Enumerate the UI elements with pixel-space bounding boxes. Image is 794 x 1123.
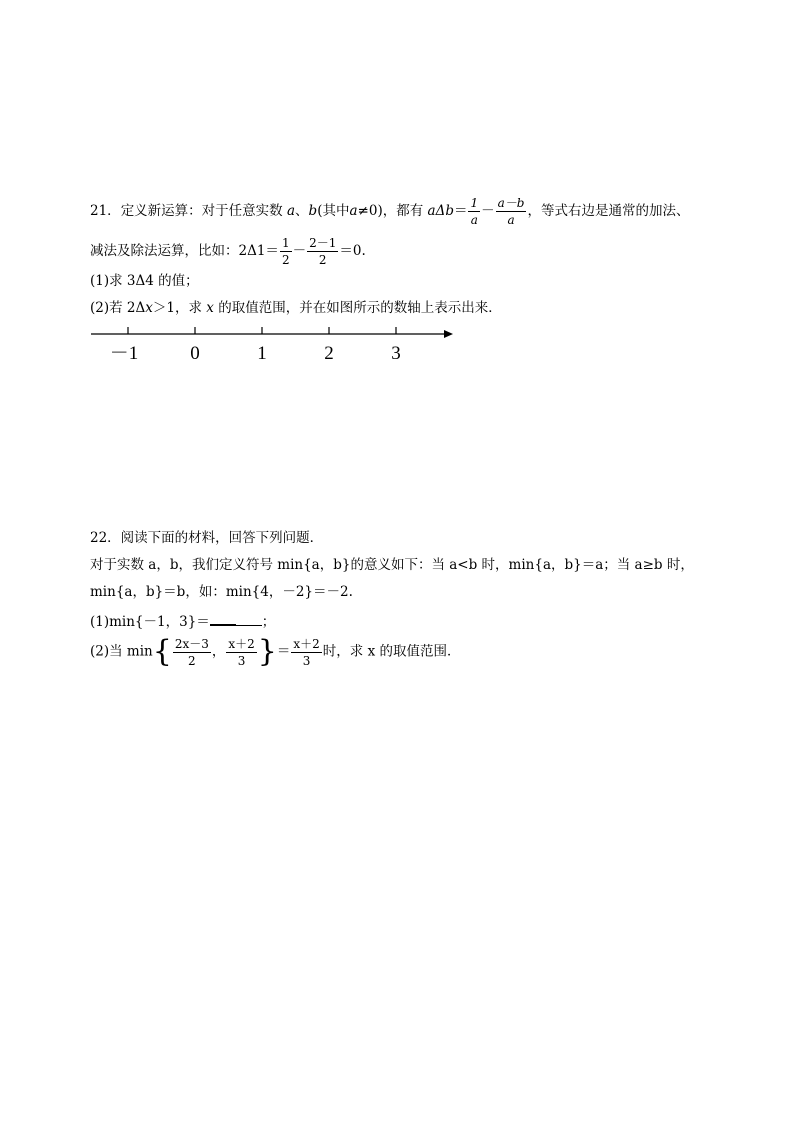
q21-frac1-num: 1 [470,196,479,210]
q21-ex-frac1-num: 1 [281,236,290,250]
q22-frac3-den: 3 [302,653,311,668]
q21-cond: ≠0)，都有 [357,203,424,219]
q21-ex-result: ＝0. [339,243,366,259]
q21-op-lhs: aΔb [427,203,454,219]
number-line-label: 0 [190,343,200,364]
q21-ex-frac2-den: 2 [318,253,327,267]
number-line-label: 2 [324,343,334,364]
q21-cond-a: a [349,203,358,219]
q22-left-brace: { [152,634,172,669]
q22-answer-blank[interactable] [210,613,262,626]
q22-line-3: min{a，b}＝b，如：min{4，－2}＝－2. [90,584,353,600]
q21-part2-x2: x [206,300,214,316]
q21-var-b: b [308,203,318,219]
q21-part2-a: (2)若 2Δ [90,300,146,316]
q21-frac2-num: a－b [497,196,525,210]
q22-comma: ， [211,643,226,660]
q22-part1-b: ； [261,614,276,630]
q21-eq: ＝ [453,203,468,219]
q21-ex-minus: － [292,243,307,259]
q21-sep: 、 [295,203,309,219]
q21-var-a: a [286,203,296,219]
q21-frac1-den: a [470,213,478,227]
q21-paren: (其中 [317,203,350,219]
q22-part-1 [90,613,275,630]
q22-part-2 [90,634,461,669]
q22-frac1-den: 2 [188,653,196,668]
q22-line-1: 22．阅读下面的材料，回答下列问题． [90,530,324,546]
q21-line2-start: 减法及除法运算，比如：2Δ1＝ [90,243,279,259]
q21-frac2-den: a [507,213,515,227]
q21-number: 21． [90,203,121,219]
q21-ex-frac2-num: 2－1 [309,236,337,250]
q22-frac3-num: x＋2 [293,636,320,651]
q22-line-2: 对于实数 a，b，我们定义符号 min{a，b}的意义如下：当 a<b 时，min{a，b}＝a；当 a≥b 时， [90,557,694,573]
q21-intro: 定义新运算：对于任意实数 [120,203,283,219]
number-line [0,0,794,380]
q22-fraction-1 [173,638,211,667]
q21-part2-b: ＞1，求 [152,300,202,316]
number-line-label: 3 [391,343,401,364]
q21-ex-frac1-den: 2 [281,253,290,267]
q22-frac2-den: 3 [237,653,246,668]
q22-eq: ＝ [276,643,291,660]
q21-part2-c: 的取值范围，并在如图所示的数轴上表示出来． [218,300,502,316]
q22-part1-a: (1)min{－1，3}＝ [90,614,210,630]
q22-right-brace: } [257,634,277,669]
q22-part2-a: (2)当 min [90,643,153,660]
q21-part-1: (1)求 3Δ4 的值； [90,273,199,289]
q21-minus: － [481,203,495,219]
q22-frac2-num: x＋2 [228,636,255,651]
number-line-arrow [444,330,453,338]
q21-tail: ，等式右边是通常的加法、 [527,203,690,219]
q22-frac1-num: 2x－3 [174,636,209,651]
q22-fraction-3 [291,638,321,667]
number-line-label: －1 [109,343,139,364]
q22-part2-b: 时，求 x 的取值范围． [322,643,461,660]
q21-part2-x: x [145,300,153,316]
q22-fraction-2 [226,638,256,667]
number-line-label: 1 [257,343,267,364]
